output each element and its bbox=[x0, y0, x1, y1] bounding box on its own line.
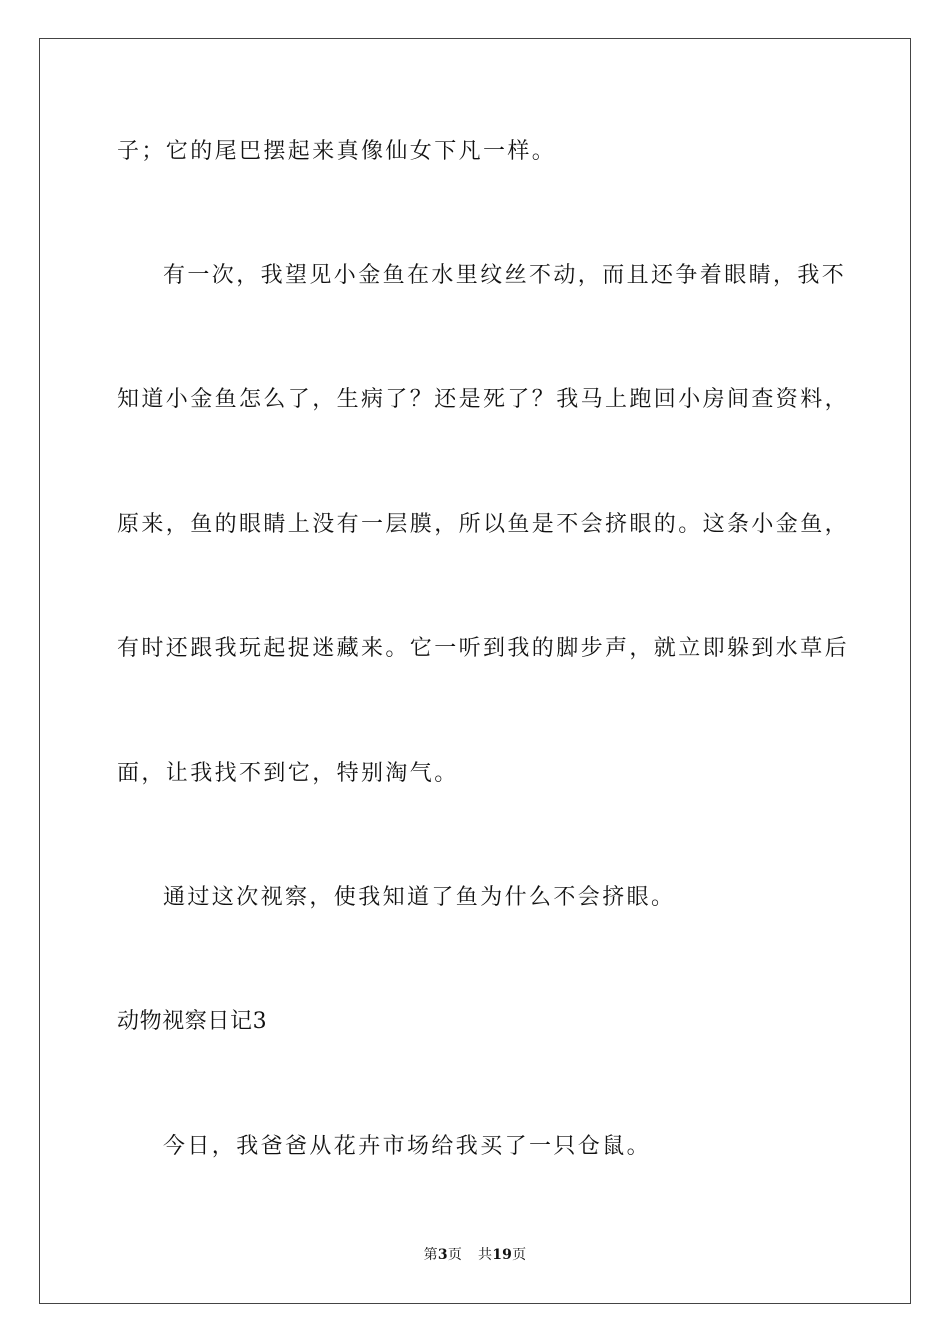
paragraph-line-8: 今日，我爸爸从花卉市场给我买了一只仓鼠。 bbox=[163, 1134, 652, 1159]
paragraph-line-7: 通过这次视察，使我知道了鱼为什么不会挤眼。 bbox=[163, 885, 676, 910]
section-heading: 动物视察日记3 bbox=[117, 1009, 268, 1034]
page-number: 3 bbox=[437, 1247, 448, 1263]
page-footer bbox=[0, 1245, 950, 1265]
page-prefix: 第 bbox=[423, 1247, 438, 1263]
page-number-label bbox=[424, 1247, 462, 1263]
paragraph-line-1: 子；它的尾巴摆起来真像仙女下凡一样。 bbox=[117, 139, 557, 164]
total-pages-label bbox=[478, 1247, 526, 1263]
page-suffix: 页 bbox=[447, 1247, 463, 1263]
paragraph-line-3: 知道小金鱼怎么了，生病了？还是死了？我马上跑回小房间查资料， bbox=[117, 387, 850, 412]
paragraph-line-2: 有一次，我望见小金鱼在水里纹丝不动，而且还争着眼睛，我不 bbox=[163, 263, 847, 288]
paragraph-line-5: 有时还跟我玩起捉迷藏来。它一听到我的脚步声，就立即躲到水草后 bbox=[117, 636, 850, 661]
total-suffix: 页 bbox=[512, 1247, 527, 1263]
page-border bbox=[39, 38, 911, 1304]
paragraph-line-4: 原来，鱼的眼睛上没有一层膜，所以鱼是不会挤眼的。这条小金鱼， bbox=[117, 512, 850, 537]
paragraph-line-6: 面，让我找不到它，特别淘气。 bbox=[117, 761, 459, 786]
total-pages: 19 bbox=[492, 1247, 513, 1263]
total-prefix: 共 bbox=[478, 1247, 493, 1263]
